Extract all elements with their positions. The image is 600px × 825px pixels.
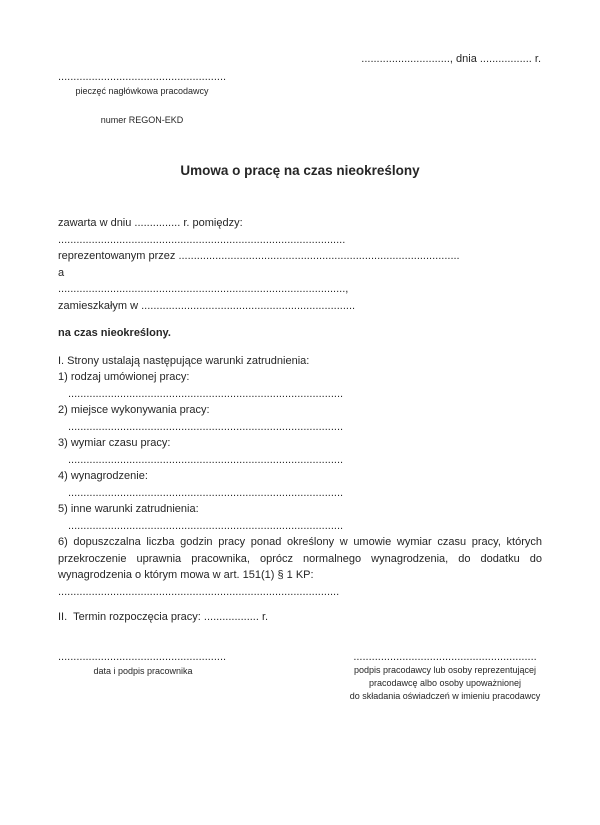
stamp-dotted-line: ....................................................... xyxy=(58,71,226,83)
employee-signature-block xyxy=(58,651,228,702)
employee-signature-caption: data i podpis pracownika xyxy=(93,666,193,676)
employee-name-blank: .............................................................................................., xyxy=(58,283,349,295)
place-and-date-line: ............................., dnia ................. r. xyxy=(361,53,541,65)
employer-signature-block xyxy=(349,651,541,702)
item1-blank-line: .......................................................................................... xyxy=(68,387,344,400)
signature-area xyxy=(58,651,541,702)
employer-signature-line: ............................................................ xyxy=(353,651,537,663)
stamp-caption: pieczęć nagłówkowa pracodawcy xyxy=(75,86,209,96)
item5-blank-line: .......................................................................................... xyxy=(68,519,344,532)
employer-signature-caption-line3: do składania oświadczeń w imieniu pracodawcy xyxy=(349,691,541,701)
item1-label: 1) rodzaj umówionej pracy: xyxy=(58,371,190,383)
contract-duration-line: na czas nieokreślony. xyxy=(58,327,171,339)
employer-signature-caption-line2: pracodawcę albo osoby upoważnionej xyxy=(368,678,522,688)
employer-name-blank: .............................................................................................. xyxy=(58,233,346,246)
section1-heading: I. Strony ustalają następujące warunki zatrudnienia: xyxy=(58,354,310,367)
section2-start-date-line: II. Termin rozpoczęcia pracy: .................. r. xyxy=(58,611,269,623)
item4-label: 4) wynagrodzenie: xyxy=(58,470,148,482)
document-title: Umowa o pracę na czas nieokreślony xyxy=(180,163,420,178)
item5-label: 5) inne warunki zatrudnienia: xyxy=(58,503,199,515)
item6-overtime-clause: 6) dopuszczalna liczba godzin pracy ponad określony w umowie wymiar czasu pracy, których przekroczenie uprawnia pracownika, oprócz normalnego wynagrodzenia, do dodatku do wynagrodzenia o którym mowa w art. 151(1) § 1 KP: xyxy=(58,536,542,581)
conclusion-date-line: zawarta w dniu ............... r. pomiędzy: xyxy=(58,217,243,229)
employee-signature-line: ....................................................... xyxy=(58,651,227,663)
item4-blank-line: .......................................................................................... xyxy=(68,486,344,499)
represented-by-line: reprezentowanym przez ............................................................................................ xyxy=(58,250,460,262)
residing-in-line: zamieszkałym w ...................................................................... xyxy=(58,299,356,312)
item2-label: 2) miejsce wykonywania pracy: xyxy=(58,404,210,416)
regon-ekd-label: numer REGON-EKD xyxy=(100,115,184,125)
employer-stamp-area xyxy=(58,71,226,126)
and-separator: a xyxy=(58,266,65,279)
employer-signature-caption-line1: podpis pracodawcy lub osoby reprezentującej xyxy=(353,665,537,675)
item3-blank-line: .......................................................................................... xyxy=(68,453,344,466)
document-body xyxy=(58,215,542,626)
item2-blank-line: .......................................................................................... xyxy=(68,420,344,433)
item3-label: 3) wymiar czasu pracy: xyxy=(58,437,171,449)
item6-blank-line: ............................................................................................ xyxy=(58,585,340,598)
